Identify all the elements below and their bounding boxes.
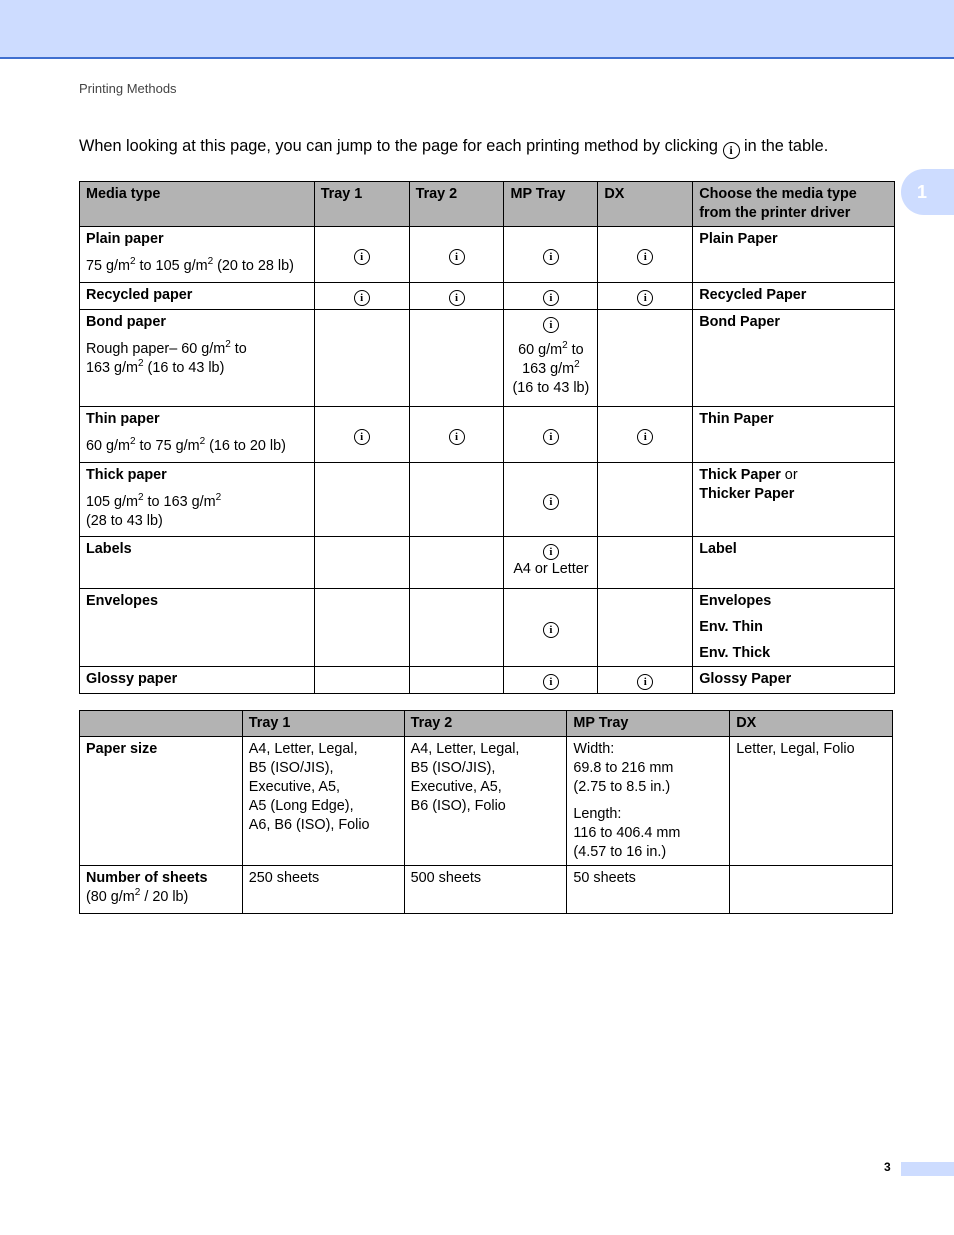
table-row xyxy=(80,310,895,407)
table-row xyxy=(80,463,895,537)
info-circle-icon[interactable]: i xyxy=(543,622,559,638)
dx-cell xyxy=(598,537,693,589)
mp-tray-cell xyxy=(504,283,598,310)
dx-sheets xyxy=(730,866,893,914)
sup: 2 xyxy=(130,436,136,448)
size-line: Executive, A5, xyxy=(248,779,340,795)
info-circle-icon[interactable]: i xyxy=(543,494,559,510)
size-line: B6 (ISO), Folio xyxy=(410,798,506,814)
driver-cell: Recycled Paper xyxy=(693,283,895,310)
size-line: Width: xyxy=(573,741,615,757)
tray1-cell xyxy=(314,589,409,667)
mp-tray-cell xyxy=(504,537,598,589)
size-line: (4.57 to 16 in.) xyxy=(573,844,667,860)
dx-cell xyxy=(598,310,693,407)
driver-cell: Plain Paper xyxy=(693,227,895,283)
sup: 2 xyxy=(574,359,580,371)
sup: 2 xyxy=(138,492,144,504)
info-circle-icon[interactable]: i xyxy=(354,429,370,445)
sup: 2 xyxy=(134,887,141,899)
media-name: Labels xyxy=(80,537,315,589)
mp-note: A4 or Letter xyxy=(513,561,589,577)
tray1-cell xyxy=(314,310,409,407)
driver-envelopes: Envelopes xyxy=(699,593,772,609)
weight-text: (16 to 43 lb) xyxy=(512,380,590,396)
weight-text: 60 g/m xyxy=(518,342,563,358)
weight-text: to 75 g/m xyxy=(135,438,200,454)
weight-text: to 163 g/m xyxy=(143,494,216,510)
sup: 2 xyxy=(138,358,144,370)
intro-text xyxy=(79,137,828,159)
tray1-sizes xyxy=(242,737,404,866)
col-header-tray2: Tray 2 xyxy=(409,182,504,227)
driver-cell: Glossy Paper xyxy=(693,667,895,694)
driver-cell: Label xyxy=(693,537,895,589)
dx-cell xyxy=(598,589,693,667)
dx-cell xyxy=(598,407,693,463)
weight-text: to xyxy=(567,342,584,358)
driver-cell xyxy=(693,463,895,537)
table-header-row xyxy=(80,182,895,227)
driver-env-thin: Env. Thin xyxy=(699,619,763,635)
dx-cell xyxy=(598,463,693,537)
info-circle-icon[interactable]: i xyxy=(637,429,653,445)
paper-size-table xyxy=(79,710,893,914)
tray2-sheets: 500 sheets xyxy=(404,866,567,914)
media-name: Plain paper xyxy=(86,231,164,247)
weight-text: (16 to 20 lb) xyxy=(205,438,286,454)
table-row xyxy=(80,667,895,694)
sheets-label: Number of sheets xyxy=(86,870,208,886)
weight-text: 163 g/m xyxy=(86,360,138,376)
size-line: 116 to 406.4 mm xyxy=(573,825,681,841)
weight-text: 105 g/m xyxy=(86,494,138,510)
sup: 2 xyxy=(225,339,231,351)
driver-thicker: Thicker Paper xyxy=(699,486,795,502)
mp-tray-cell xyxy=(504,407,598,463)
driver-cell: Thin Paper xyxy=(693,407,895,463)
tray2-sizes xyxy=(404,737,567,866)
media-name: Thin paper xyxy=(86,411,160,427)
weight-text: 163 g/m xyxy=(522,361,575,377)
col-header-dx: DX xyxy=(730,711,893,737)
page-number: 3 xyxy=(884,1160,891,1174)
media-name: Bond paper xyxy=(86,314,166,330)
weight-text: to xyxy=(230,341,247,357)
info-circle-icon[interactable]: i xyxy=(637,674,653,690)
chapter-tab[interactable]: 1 xyxy=(901,169,954,215)
page-bar xyxy=(901,1162,954,1176)
table-row xyxy=(80,407,895,463)
size-line: B5 (ISO/JIS), xyxy=(248,760,334,776)
tray2-cell xyxy=(409,537,504,589)
tray2-cell xyxy=(409,407,504,463)
driver-or: or xyxy=(780,467,798,483)
mp-tray-cell xyxy=(504,667,598,694)
driver-thick: Thick Paper xyxy=(699,467,781,483)
size-line: Length: xyxy=(573,806,622,822)
row-label-sheets xyxy=(80,866,243,914)
info-circle-icon[interactable]: i xyxy=(354,249,370,265)
sup: 2 xyxy=(199,436,206,448)
tray1-cell xyxy=(314,283,409,310)
info-circle-icon[interactable]: i xyxy=(543,429,559,445)
tray1-cell xyxy=(314,227,409,283)
mp-tray-cell xyxy=(504,463,598,537)
col-header-tray1: Tray 1 xyxy=(242,711,404,737)
info-circle-icon[interactable]: i xyxy=(543,544,559,560)
media-cell xyxy=(80,463,315,537)
size-line: Executive, A5, xyxy=(410,779,502,795)
media-weight xyxy=(86,340,308,378)
mp-tray-cell xyxy=(504,227,598,283)
col-header-mp-tray: MP Tray xyxy=(567,711,730,737)
weight-text: (20 to 28 lb) xyxy=(213,258,294,274)
dx-cell xyxy=(598,227,693,283)
media-name: Envelopes xyxy=(80,589,315,667)
col-header-driver: Choose the media type from the printer driver xyxy=(693,182,895,227)
col-header-tray1: Tray 1 xyxy=(314,182,409,227)
row-label-paper-size: Paper size xyxy=(80,737,243,866)
sup: 2 xyxy=(562,340,568,352)
tray1-cell xyxy=(314,537,409,589)
size-line: A4, Letter, Legal, xyxy=(410,741,520,757)
dx-cell xyxy=(598,283,693,310)
tray2-cell xyxy=(409,463,504,537)
tray1-cell xyxy=(314,463,409,537)
dx-cell xyxy=(598,667,693,694)
media-cell xyxy=(80,407,315,463)
driver-env-thick: Env. Thick xyxy=(699,645,771,661)
info-circle-icon[interactable]: i xyxy=(543,317,559,333)
table-row xyxy=(80,283,895,310)
media-name: Thick paper xyxy=(86,467,167,483)
mp-weight xyxy=(506,341,595,398)
intro-after: in the table. xyxy=(744,137,829,155)
intro-before: When looking at this page, you can jump to the page for each printing method by clicking xyxy=(79,137,718,155)
media-weight xyxy=(86,493,308,531)
media-name: Recycled paper xyxy=(80,283,315,310)
media-weight xyxy=(86,437,308,456)
table-header-row xyxy=(80,711,893,737)
mp-tray-sheets: 50 sheets xyxy=(567,866,730,914)
tray2-cell xyxy=(409,667,504,694)
sheets-sub xyxy=(86,888,236,907)
table-row xyxy=(80,537,895,589)
info-circle-icon[interactable]: i xyxy=(543,249,559,265)
tray2-cell xyxy=(409,227,504,283)
media-name: Glossy paper xyxy=(80,667,315,694)
driver-cell xyxy=(693,589,895,667)
weight-text: 75 g/m xyxy=(86,258,130,274)
breadcrumb: Printing Methods xyxy=(79,81,177,96)
size-line: A4, Letter, Legal, xyxy=(248,741,358,757)
info-circle-icon[interactable]: i xyxy=(354,290,370,306)
col-header-dx: DX xyxy=(598,182,693,227)
dx-sizes: Letter, Legal, Folio xyxy=(730,737,893,866)
table-row xyxy=(80,866,893,914)
media-cell xyxy=(80,227,315,283)
info-circle-icon[interactable]: i xyxy=(637,249,653,265)
weight-text: (16 to 43 lb) xyxy=(143,360,225,376)
sheets-sub-text: (80 g/m xyxy=(86,889,135,905)
col-header-media-type: Media type xyxy=(80,182,315,227)
header-band xyxy=(0,0,954,59)
table-row xyxy=(80,227,895,283)
info-circle-icon[interactable]: i xyxy=(449,290,465,306)
sup: 2 xyxy=(130,256,136,268)
table-row xyxy=(80,737,893,866)
weight-text: to 105 g/m xyxy=(135,258,208,274)
col-header-tray2: Tray 2 xyxy=(404,711,567,737)
col-header-mp-tray: MP Tray xyxy=(504,182,598,227)
size-line: B5 (ISO/JIS), xyxy=(410,760,496,776)
mp-tray-sizes xyxy=(567,737,730,866)
sup: 2 xyxy=(207,256,214,268)
table-row xyxy=(80,589,895,667)
info-circle-icon: i xyxy=(723,142,740,159)
size-line: 69.8 to 216 mm xyxy=(573,760,674,776)
media-cell xyxy=(80,310,315,407)
tray2-cell xyxy=(409,283,504,310)
size-line: A5 (Long Edge), xyxy=(248,798,354,814)
weight-text: 60 g/m xyxy=(86,438,130,454)
tray1-cell xyxy=(314,407,409,463)
weight-text: Rough paper– 60 g/m xyxy=(86,341,226,357)
tray2-cell xyxy=(409,310,504,407)
info-circle-icon[interactable]: i xyxy=(449,249,465,265)
info-circle-icon[interactable]: i xyxy=(543,290,559,306)
media-weight xyxy=(86,257,308,276)
mp-tray-cell xyxy=(504,310,598,407)
driver-cell: Bond Paper xyxy=(693,310,895,407)
tray2-cell xyxy=(409,589,504,667)
info-circle-icon[interactable]: i xyxy=(449,429,465,445)
sup: 2 xyxy=(215,492,222,504)
size-line: A6, B6 (ISO), Folio xyxy=(248,817,370,833)
sheets-sub-text: / 20 lb) xyxy=(140,889,189,905)
media-type-table xyxy=(79,181,895,694)
col-header-blank xyxy=(80,711,243,737)
tray1-sheets: 250 sheets xyxy=(242,866,404,914)
tray1-cell xyxy=(314,667,409,694)
info-circle-icon[interactable]: i xyxy=(543,674,559,690)
weight-text: (28 to 43 lb) xyxy=(86,513,163,529)
mp-tray-cell xyxy=(504,589,598,667)
info-circle-icon[interactable]: i xyxy=(637,290,653,306)
size-line: (2.75 to 8.5 in.) xyxy=(573,779,671,795)
